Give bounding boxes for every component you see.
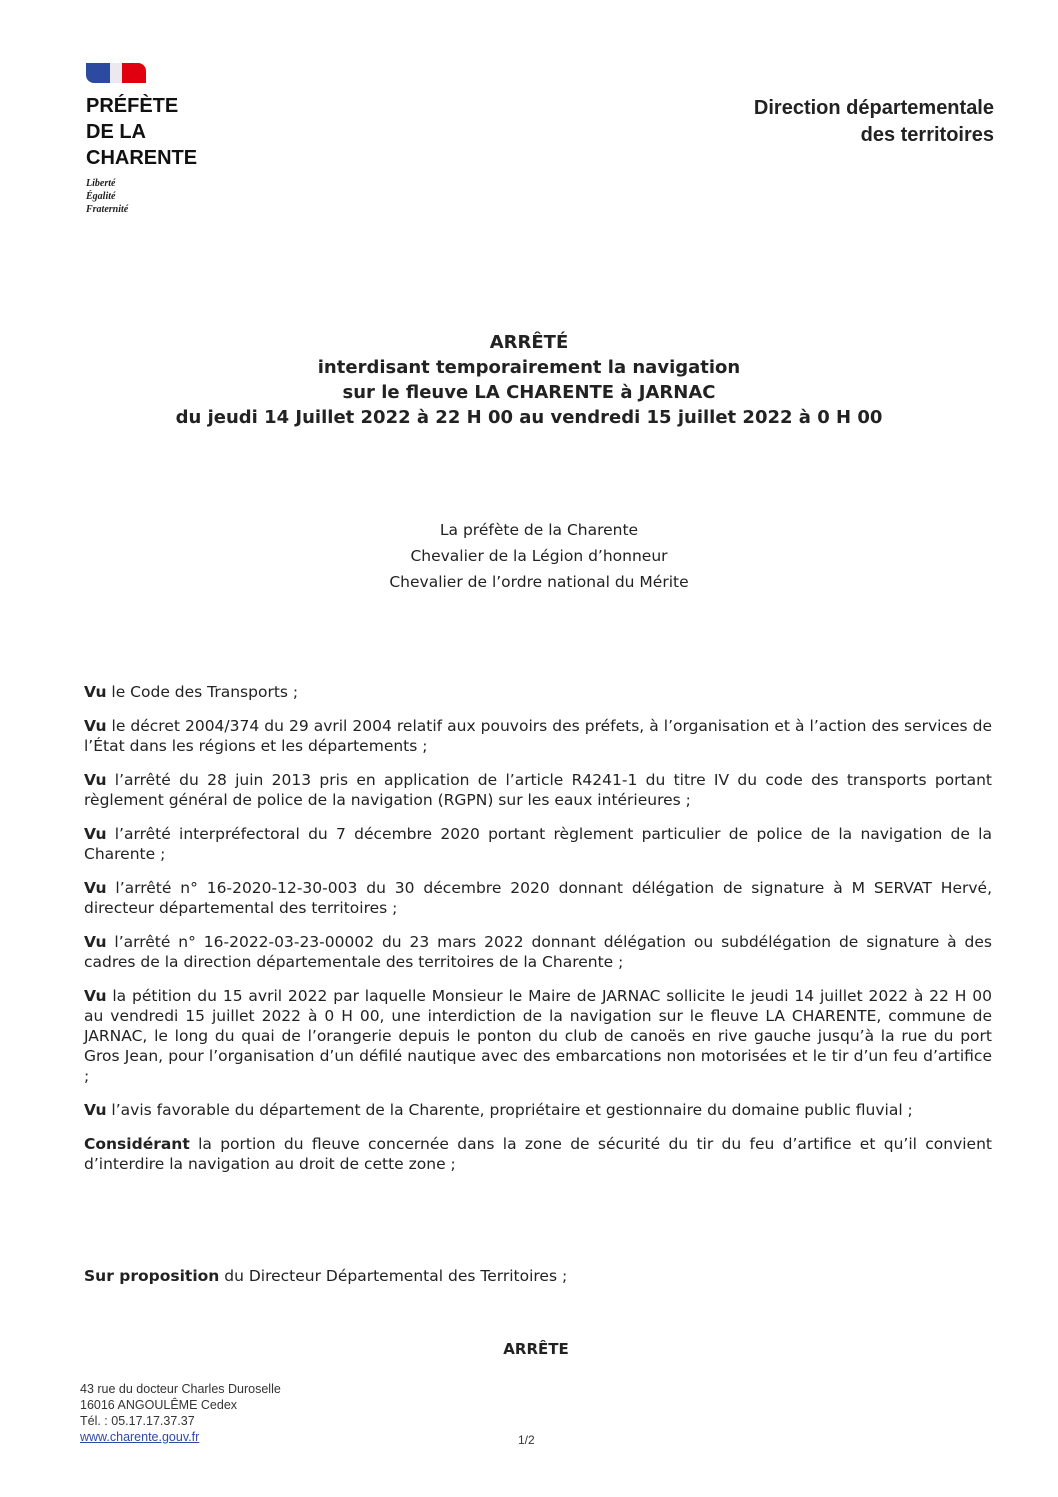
prefect-titles (0, 517, 1058, 595)
footer-address (80, 1381, 281, 1445)
recital (84, 878, 992, 918)
motto-line: Fraternité (86, 204, 129, 215)
recital (84, 932, 992, 972)
issuing-direction (754, 95, 994, 149)
title-line: sur le fleuve LA CHARENTE à JARNAC (342, 382, 716, 403)
address-line: 16016 ANGOULÊME Cedex (80, 1398, 238, 1412)
recital-text: le décret 2004/374 du 29 avril 2004 relatif aux pouvoirs des préfets, à l’organisation et à l’action des services de l’État dans les régions et les départements ; (84, 717, 992, 755)
recital (84, 824, 992, 864)
recital-text: le Code des Transports ; (106, 683, 299, 701)
recital-lead: Vu (84, 933, 107, 951)
prefecture-line: DE LA (86, 121, 146, 143)
recital-text: l’arrêté du 28 juin 2013 pris en application de l’article R4241-1 du titre IV du code des transports portant règlement général de police de la navigation (RGPN) sur les eaux intérieures ; (84, 771, 992, 809)
recital-lead: Vu (84, 879, 107, 897)
recital-text: l’avis favorable du département de la Charente, propriétaire et gestionnaire du domaine public fluvial ; (106, 1101, 913, 1119)
recital-lead: Vu (84, 1101, 107, 1119)
recital-text: l’arrêté n° 16-2022-03-23-00002 du 23 mars 2022 donnant délégation ou subdélégation de signature à des cadres de la direction départementale des territoires de la Charente ; (84, 933, 992, 971)
recital (84, 986, 992, 1086)
recital-text: l’arrêté n° 16-2020-12-30-003 du 30 décembre 2020 donnant délégation de signature à M SERVAT Hervé, directeur départemental des territoires ; (84, 879, 992, 917)
title-line: du jeudi 14 Juillet 2022 à 22 H 00 au vendredi 15 juillet 2022 à 0 H 00 (175, 407, 883, 428)
prefect-line: Chevalier de la Légion d’honneur (410, 547, 668, 565)
address-line: Tél. : 05.17.17.37.37 (80, 1414, 195, 1428)
arrete-heading: ARRÊTE (503, 1340, 569, 1358)
recital (84, 1134, 992, 1174)
republic-motto (86, 177, 197, 216)
marianne-flag-icon (86, 63, 146, 83)
motto-line: Égalité (86, 191, 116, 202)
recital-lead: Vu (84, 987, 107, 1005)
prefect-line: Chevalier de l’ordre national du Mérite (389, 573, 689, 591)
recitals (84, 682, 992, 1188)
recital-text: la portion du fleuve concernée dans la zone de sécurité du tir du feu d’artifice et qu’il convient d’interdire la navigation au droit de cette zone ; (84, 1135, 992, 1173)
recital-text: la pétition du 15 avril 2022 par laquelle Monsieur le Maire de JARNAC sollicite le jeudi 14 juillet 2022 à 22 H 00 au vendredi 15 juillet 2022 à 0 H 00, une interdiction de la navigation sur le fleuve LA CHARENTE, commune de JARNAC, le long du quai de l’orangerie depuis le ponton du club de canoës en rive gauche jusqu’à la rue du port Gros Jean, pour l’organisation d’un défilé nautique avec des embarcations non motorisées et le tir d’un feu d’artifice ; (84, 987, 992, 1085)
proposition-lead: Sur proposition (84, 1267, 220, 1285)
proposition-text: du Directeur Départemental des Territoires ; (219, 1267, 568, 1285)
address-line: 43 rue du docteur Charles Duroselle (80, 1382, 281, 1396)
prefect-line: La préfète de la Charente (439, 521, 639, 539)
document-title (0, 330, 1058, 430)
recital (84, 770, 992, 810)
direction-line: Direction départementale (753, 97, 994, 119)
title-line: interdisant temporairement la navigation (317, 357, 741, 378)
website-link[interactable]: www.charente.gouv.fr (80, 1430, 200, 1444)
proposition-line (84, 1266, 567, 1286)
recital-lead: Vu (84, 825, 107, 843)
recital (84, 1100, 992, 1120)
motto-line: Liberté (86, 178, 116, 189)
prefecture-name (86, 93, 197, 171)
prefecture-logo (86, 63, 197, 216)
recital (84, 716, 992, 756)
recital-lead: Vu (84, 683, 107, 701)
recital-lead: Vu (84, 771, 107, 789)
direction-line: des territoires (860, 124, 994, 146)
recital-lead: Considérant (84, 1135, 190, 1153)
recital (84, 682, 992, 702)
recital-text: l’arrêté interpréfectoral du 7 décembre 2020 portant règlement particulier de police de la navigation de la Charente ; (84, 825, 992, 863)
page-number: 1/2 (518, 1433, 535, 1447)
prefecture-line: PRÉFÈTE (86, 95, 179, 117)
recital-lead: Vu (84, 717, 107, 735)
title-line: ARRÊTÉ (489, 332, 569, 353)
prefecture-line: CHARENTE (86, 147, 198, 169)
